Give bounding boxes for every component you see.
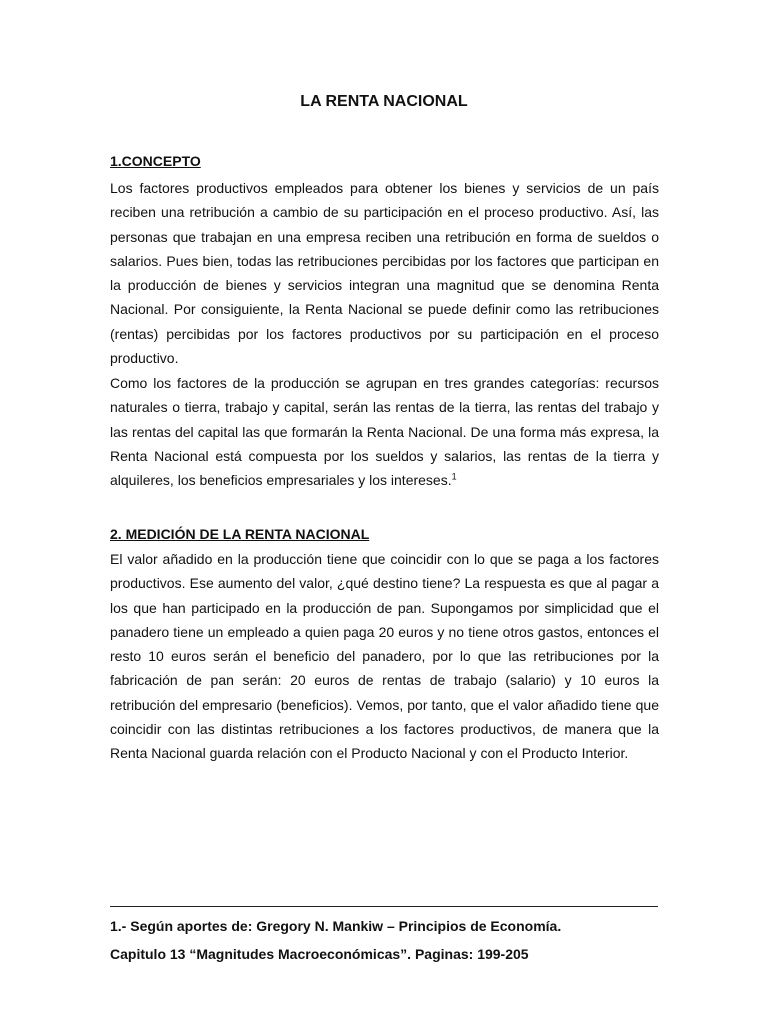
section-heading-medicion: 2. MEDICIÓN DE LA RENTA NACIONAL [110,526,370,542]
footnote-reference: 1 [451,471,457,482]
paragraph-concepto-2 [110,371,659,492]
paragraph-concepto-1: Los factores productivos empleados para obtener los bienes y servicios de un país reciben una retribución a cambio de su participación en el proceso productivo. Así, las personas que trabajan en una empresa reciben una retribución en forma de sueldos o salarios. Pues bien, todas las retribuciones percibidas por los factores que participan en la producción de bienes y servicios integran una magnitud que se denomina Renta Nacional. Por consiguiente, la Renta Nacional se puede definir como las retribuciones (rentas) percibidas por los factores productivos por su participación en el proceso productivo. [110,180,659,367]
section-heading-concepto: 1.CONCEPTO [110,153,201,169]
footnote-line-2: Capitulo 13 “Magnitudes Macroeconómicas”. Paginas: 199-205 [110,946,529,962]
footnote-line-1: 1.- Según aportes de: Gregory N. Mankiw – Principios de Economía. [110,918,562,934]
paragraph-concepto-2-text: Como los factores de la producción se agrupan en tres grandes categorías: recursos naturales o tierra, trabajo y capital, serán las rentas de la tierra, las rentas del trabajo y las rentas del capital las que formarán la Renta Nacional. De una forma más expresa, la Renta Nacional está compuesta por los sueldos y salarios, las rentas de la tierra y alquileres, los beneficios empresariales y los intereses. [110,375,659,489]
document-title: LA RENTA NACIONAL [300,93,468,110]
paragraph-medicion-1: El valor añadido en la producción tiene que coincidir con lo que se paga a los factores productivos. Ese aumento del valor, ¿qué destino tiene? La respuesta es que al pagar a los que han participado en la producción de pan. Supongamos por simplicidad que el panadero tiene un empleado a quien paga 20 euros y no tiene otros gastos, entonces el resto 10 euros serán el beneficio del panadero, por lo que las retribuciones por la fabricación de pan serán: 20 euros de rentas de trabajo (salario) y 10 euros la retribución del empresario (beneficios). Vemos, por tanto, que el valor añadido tiene que coincidir con las distintas retribuciones a los factores productivos, de manera que la Renta Nacional guarda relación con el Producto Nacional y con el Producto Interior. [110,551,659,762]
footnote-separator [110,906,658,907]
